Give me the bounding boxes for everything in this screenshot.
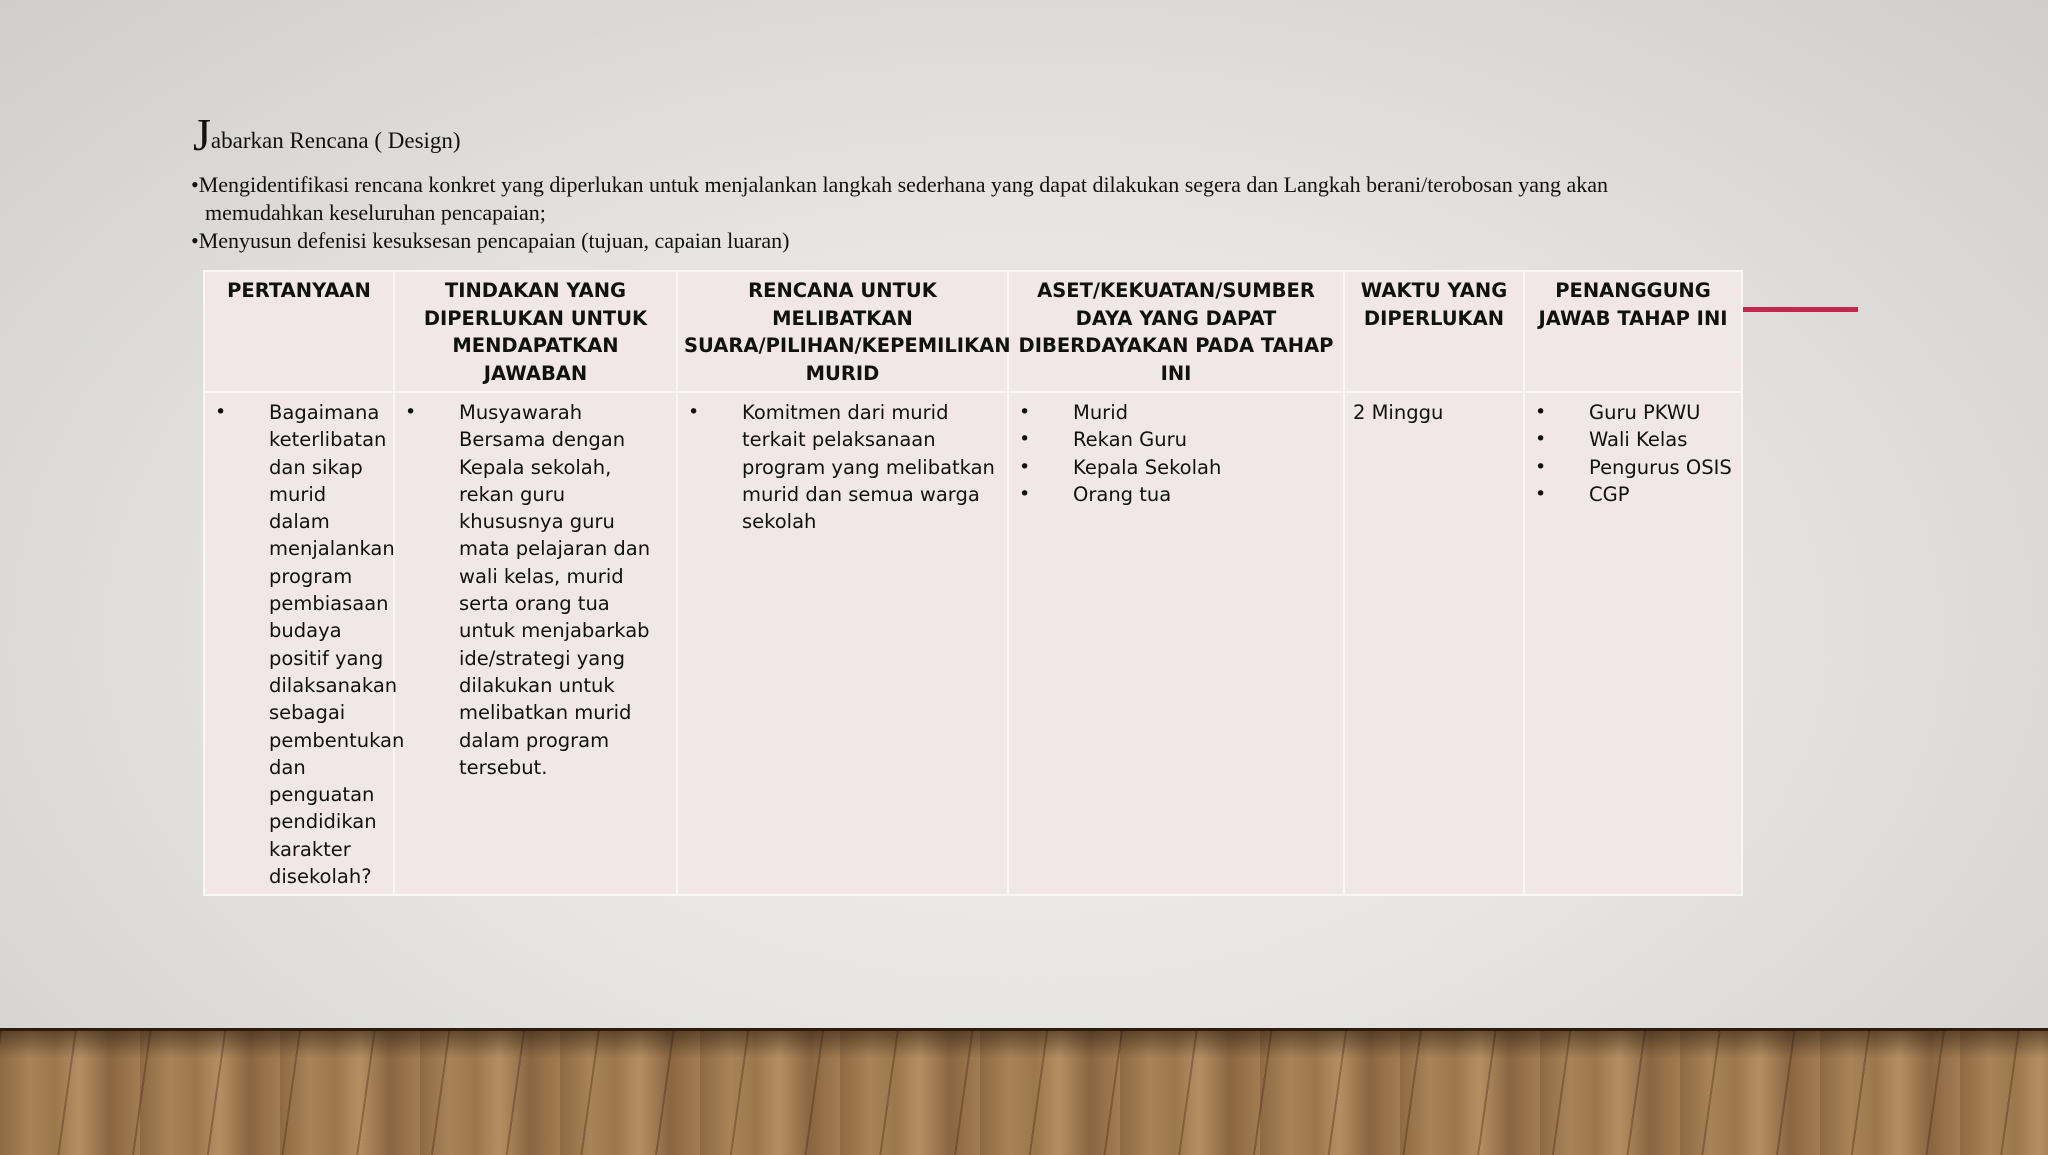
list-item: • Musyawarah Bersama dengan Kepala sekolah, rekan guru khususnya guru mata pelajaran dan wali kelas, murid serta orang tua untuk menjabarkab ide/strategi yang dilakukan untuk melibatkan murid dalam program tersebut. — [401, 399, 670, 781]
list-item: • Rekan Guru — [1015, 426, 1337, 453]
slide-title-text: abarkan Rencana ( Design) — [210, 128, 461, 153]
header-waktu: WAKTU YANG DIPERLUKAN — [1344, 271, 1524, 392]
cell-waktu — [1344, 392, 1524, 895]
floor-shadow — [0, 1028, 2048, 1058]
bullet-line-2: •Menyusun defenisi kesuksesan pencapaian (tujuan, capaian luaran) — [191, 228, 790, 253]
cell-tindakan — [394, 392, 677, 895]
cell-penanggung-jawab — [1524, 392, 1742, 895]
slide-title — [193, 109, 461, 160]
design-plan-table — [203, 270, 1743, 896]
cell-rencana — [677, 392, 1008, 895]
list-item: • Komitmen dari murid terkait pelaksanaan program yang melibatkan murid dan semua warga sekolah — [684, 399, 1001, 535]
header-rencana: RENCANA UNTUK MELIBATKAN SUARA/PILIHAN/KEPEMILIKAN MURID — [677, 271, 1008, 392]
waktu-value: 2 Minggu — [1353, 401, 1444, 424]
list-item: • Murid — [1015, 399, 1337, 426]
table-header-row — [204, 271, 1742, 392]
cell-pertanyaan — [204, 392, 405, 895]
list-item: • CGP — [1531, 481, 1735, 508]
bullet-line-1: •Mengidentifikasi rencana konkret yang diperlukan untuk menjalankan langkah sederhana yang dapat dilakukan segera dan Langkah berani/terobosan yang akan — [191, 172, 1609, 197]
list-item: • Kepala Sekolah — [1015, 454, 1337, 481]
accent-line — [1742, 307, 1858, 312]
list-item: • Pengurus OSIS — [1531, 454, 1735, 481]
header-pertanyaan: PERTANYAAN — [204, 271, 394, 392]
bullet-line-1-continued: memudahkan keseluruhan pencapaian; — [205, 200, 546, 225]
list-item: • Orang tua — [1015, 481, 1337, 508]
header-aset: ASET/KEKUATAN/SUMBER DAYA YANG DAPAT DIBERDAYAKAN PADA TAHAP INI — [1008, 271, 1344, 392]
slide-title-initial: J — [193, 109, 211, 160]
list-item: • Guru PKWU — [1531, 399, 1735, 426]
header-penanggung-jawab: PENANGGUNG JAWAB TAHAP INI — [1524, 271, 1742, 392]
list-item: • Wali Kelas — [1531, 426, 1735, 453]
list-item: • Bagaimana keterlibatan dan sikap murid dalam menjalankan program pembiasaan budaya positif yang dilaksanakan sebagai pembentukan dan penguatan pendidikan karakter disekolah? — [211, 399, 387, 890]
cell-aset — [1008, 392, 1344, 895]
table-row — [204, 392, 1742, 895]
header-tindakan: TINDAKAN YANG DIPERLUKAN UNTUK MENDAPATKAN JAWABAN — [394, 271, 677, 392]
slide-bullets — [191, 171, 1751, 255]
